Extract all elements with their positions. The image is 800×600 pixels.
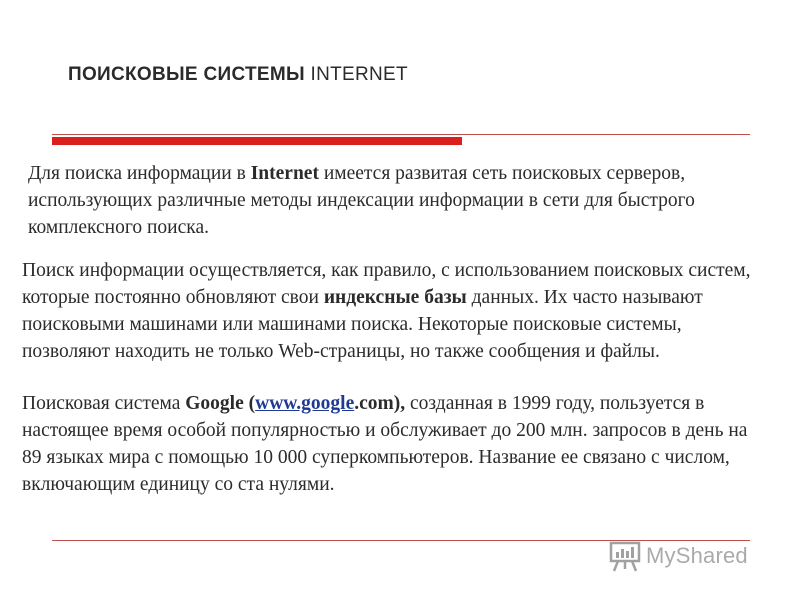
paragraph-intro-text-2: имеется развитая сеть поисковых серверов, использующих различные методы индексации информации в сети для быстрого комплексного поиска. bbox=[28, 163, 695, 238]
paragraph-search-text-2: данных. Их часто называют поисковыми машинами или машинами поиска. Некоторые поисковые системы, позволяют находить не только Web-страницы, но также сообщения и файлы. bbox=[22, 287, 703, 362]
google-link[interactable]: www.google bbox=[255, 393, 355, 414]
paragraph-google-text-2: созданная в 1999 году, пользуется в настоящее время особой популярностью и обслуживает до 200 млн. запросов в день на 89 языках мира с помощью 10 000 суперкомпьютеров. Название ее связано с числом, включающим единицу со ста нулями. bbox=[22, 393, 748, 495]
paragraph-google-bold-2: .com), bbox=[354, 393, 406, 414]
watermark-text: MyShared bbox=[646, 543, 748, 568]
paragraph-google-text-1: Поисковая система bbox=[22, 393, 186, 414]
paragraph-intro bbox=[28, 160, 728, 241]
paragraph-intro-bold: Internet bbox=[250, 163, 319, 184]
top-thin-rule bbox=[52, 134, 750, 135]
accent-bar bbox=[52, 137, 462, 145]
paragraph-google bbox=[22, 390, 762, 498]
paragraph-google-bold-1: Google ( bbox=[185, 393, 256, 414]
presentation-board-icon bbox=[608, 539, 642, 573]
paragraph-intro-text-1: Для поиска информации в bbox=[28, 163, 251, 184]
title-bold-text: ПОИСКОВЫЕ СИСТЕМЫ bbox=[68, 64, 305, 85]
watermark bbox=[608, 538, 748, 574]
title-normal-text: INTERNET bbox=[310, 64, 408, 85]
paragraph-search-info bbox=[22, 257, 762, 365]
slide-title bbox=[68, 64, 408, 86]
paragraph-search-bold: индексные базы bbox=[323, 287, 467, 308]
paragraph-search-text-1: Поиск информации осуществляется, как правило, с использованием поисковых систем, которые постоянно обновляют свои bbox=[22, 260, 751, 308]
